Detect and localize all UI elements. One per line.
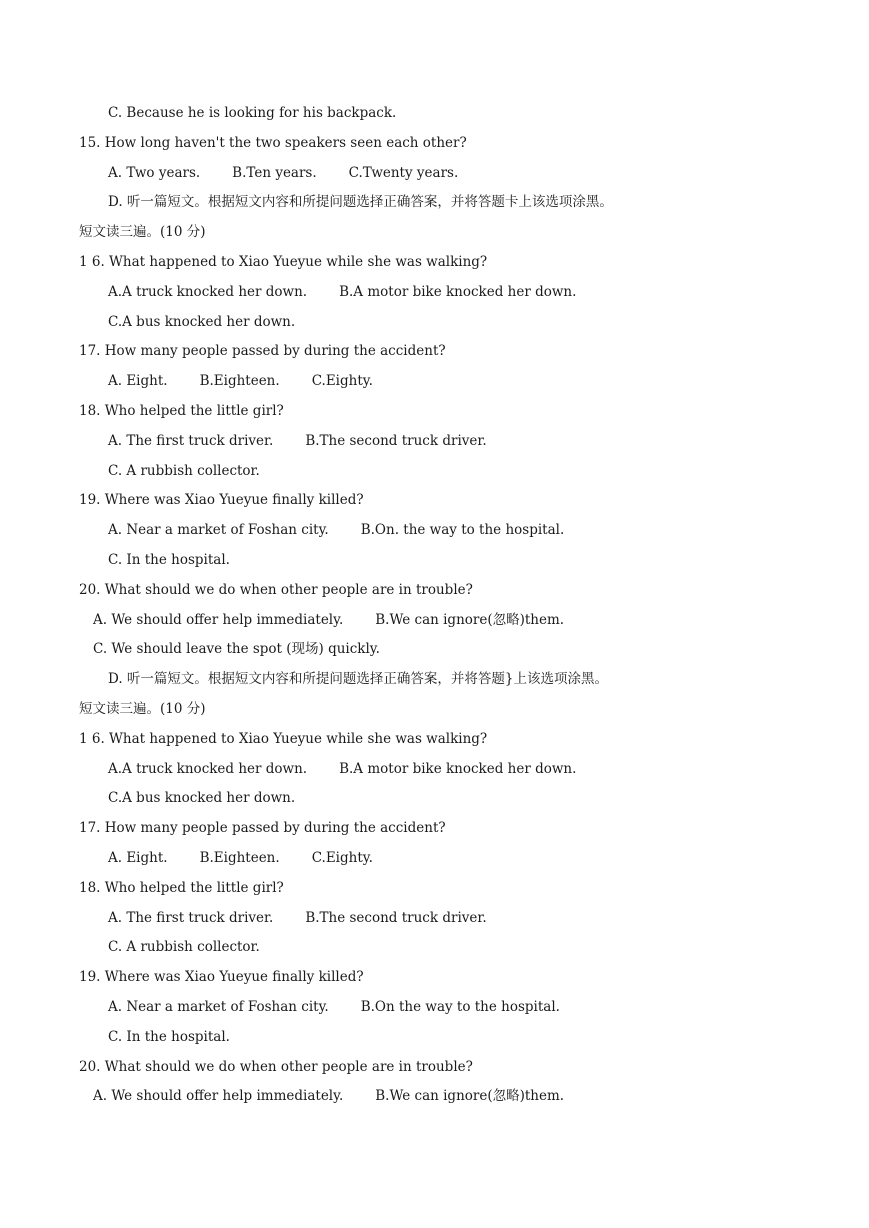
option-text: A. Eight.: [108, 373, 168, 390]
question-text: 19. Where was Xiao Yueyue finally killed?: [79, 492, 364, 509]
question-text: 1 6. What happened to Xiao Yueyue while she was walking?: [79, 254, 488, 270]
options-line: [108, 760, 576, 778]
options-line: [108, 372, 373, 390]
question-text: 17. How many people passed by during the accident?: [79, 343, 446, 360]
options-line: [108, 164, 458, 182]
option-text: B.A motor bike knocked her down.: [339, 283, 577, 300]
option-text: B.On the way to the hospital.: [360, 999, 560, 1015]
option-text: A. Two years.: [108, 164, 201, 181]
text-line: C. A rubbish collector.: [108, 939, 260, 956]
question-text: 20. What should we do when other people are in trouble?: [79, 581, 473, 598]
question-text: 1 6. What happened to Xiao Yueyue while she was walking?: [79, 730, 488, 747]
text-line: 短文读三遍。(10 分): [79, 224, 206, 241]
options-line: [108, 998, 560, 1016]
text-line: C. In the hospital.: [108, 552, 230, 568]
options-line: [108, 432, 487, 450]
text-line: 短文读三遍。(10 分): [79, 701, 206, 717]
option-text: A.A truck knocked her down.: [108, 760, 308, 777]
option-text: C.Eighty.: [311, 850, 373, 866]
option-text: B.We can ignore(忽略)them.: [375, 1088, 565, 1105]
question-text: 18. Who helped the little girl?: [79, 403, 284, 419]
option-text: C.Twenty years.: [348, 164, 459, 181]
question-text: 18. Who helped the little girl?: [79, 879, 284, 896]
option-text: B.We can ignore(忽略)them.: [375, 611, 565, 628]
options-line: [108, 849, 373, 867]
text-line: C. In the hospital.: [108, 1028, 230, 1045]
option-text: B.Eighteen.: [199, 850, 280, 866]
option-text: A. We should offer help immediately.: [93, 1088, 344, 1105]
question-text: 17. How many people passed by during the accident?: [79, 820, 446, 837]
option-text: B.The second truck driver.: [305, 909, 487, 926]
text-line: C. We should leave the spot (现场) quickly.: [93, 641, 380, 658]
option-text: B.Ten years.: [232, 164, 317, 181]
text-line: D. 听一篇短文。根据短文内容和所提问题选择正确答案，并将答题}上该选项涂黑。: [108, 671, 609, 688]
question-text: 15. How long haven't the two speakers seen each other?: [79, 134, 467, 151]
options-line: [93, 1087, 564, 1105]
option-text: A. Near a market of Foshan city.: [108, 522, 329, 539]
option-text: A. The first truck driver.: [108, 432, 274, 449]
option-text: A.A truck knocked her down.: [108, 283, 308, 300]
option-text: B.The second truck driver.: [305, 432, 487, 449]
options-line: [108, 283, 576, 301]
option-text: A. The first truck driver.: [108, 909, 274, 926]
text-line: C. Because he is looking for his backpack.: [108, 105, 397, 121]
question-text: 20. What should we do when other people are in trouble?: [79, 1058, 473, 1075]
options-line: [108, 521, 564, 539]
text-line: D. 听一篇短文。根据短文内容和所提问题选择正确答案，并将答题卡上该选项涂黑。: [108, 194, 613, 211]
options-line: [108, 909, 487, 927]
option-text: A. Eight.: [108, 850, 168, 866]
option-text: A. Near a market of Foshan city.: [108, 999, 329, 1015]
option-text: B.A motor bike knocked her down.: [339, 760, 577, 777]
text-line: C. A rubbish collector.: [108, 462, 260, 479]
option-text: B.Eighteen.: [199, 373, 280, 390]
question-text: 19. Where was Xiao Yueyue finally killed?: [79, 969, 364, 986]
text-line: C.A bus knocked her down.: [108, 313, 296, 330]
option-text: C.Eighty.: [311, 373, 373, 390]
text-line: C.A bus knocked her down.: [108, 790, 296, 807]
options-line: [93, 611, 564, 629]
option-text: B.On. the way to the hospital.: [360, 522, 565, 539]
option-text: A. We should offer help immediately.: [93, 611, 344, 628]
